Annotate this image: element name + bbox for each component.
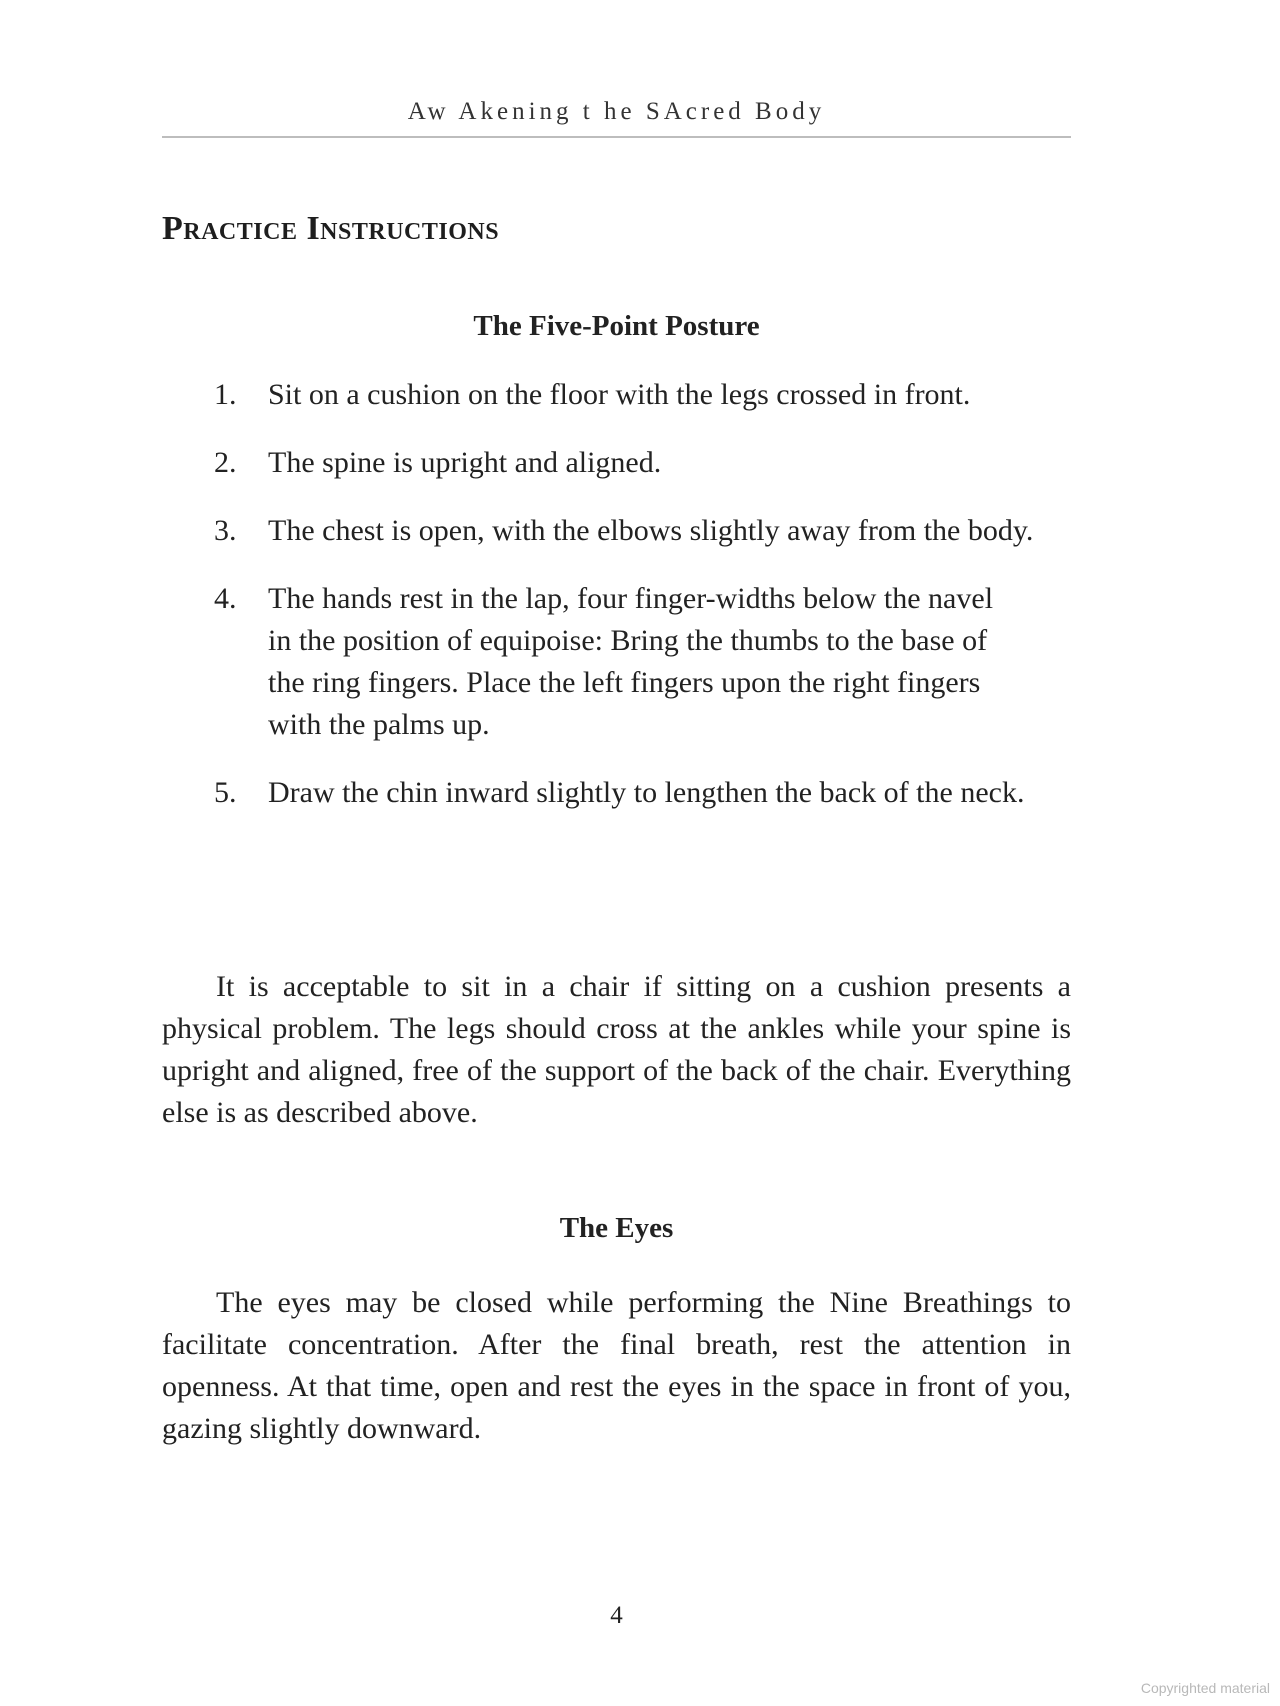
list-item <box>162 442 1071 484</box>
page-number: 4 <box>610 1602 623 1629</box>
header-rule <box>162 136 1071 138</box>
step-number: 4. <box>214 582 237 615</box>
step-number: 1. <box>214 378 237 411</box>
section-title: Practice Instructions <box>162 210 500 247</box>
list-item <box>162 510 1071 552</box>
list-item <box>162 578 1071 746</box>
step-text: Sit on a cushion on the floor with the legs crossed in front. <box>268 378 971 411</box>
posture-steps-list <box>162 374 1071 840</box>
subheading-five-point-posture: The Five-Point Posture <box>473 310 760 342</box>
step-number: 3. <box>214 514 237 547</box>
step-text: The chest is open, with the elbows slightly away from the body. <box>268 514 1034 547</box>
step-number: 2. <box>214 446 237 479</box>
running-head: Aw Akening t he SAcred Body <box>407 98 826 125</box>
list-item <box>162 374 1071 416</box>
list-item <box>162 772 1071 814</box>
eyes-paragraph: The eyes may be closed while performing the Nine Breathings to facilitate concentration. After the final breath, rest the attention in openness. At that time, open and rest the eyes in the space in front of you, gazing slightly downward. <box>162 1286 1071 1445</box>
step-text: The hands rest in the lap, four finger-widths below the navel in the position of equipoise: Bring the thumbs to the base of the ring fingers. Place the left fingers upon the right fingers with the palms up. <box>268 582 994 741</box>
step-text: The spine is upright and aligned. <box>268 446 662 479</box>
step-number: 5. <box>214 776 237 809</box>
chair-paragraph: It is acceptable to sit in a chair if sitting on a cushion presents a physical problem. The legs should cross at the ankles while your spine is upright and aligned, free of the support of the back of the chair. Everything else is as described above. <box>162 970 1071 1129</box>
copyright-watermark: Copyrighted material <box>1140 1680 1270 1696</box>
subheading-the-eyes: The Eyes <box>559 1212 674 1244</box>
step-text: Draw the chin inward slightly to lengthen the back of the neck. <box>268 776 1025 809</box>
